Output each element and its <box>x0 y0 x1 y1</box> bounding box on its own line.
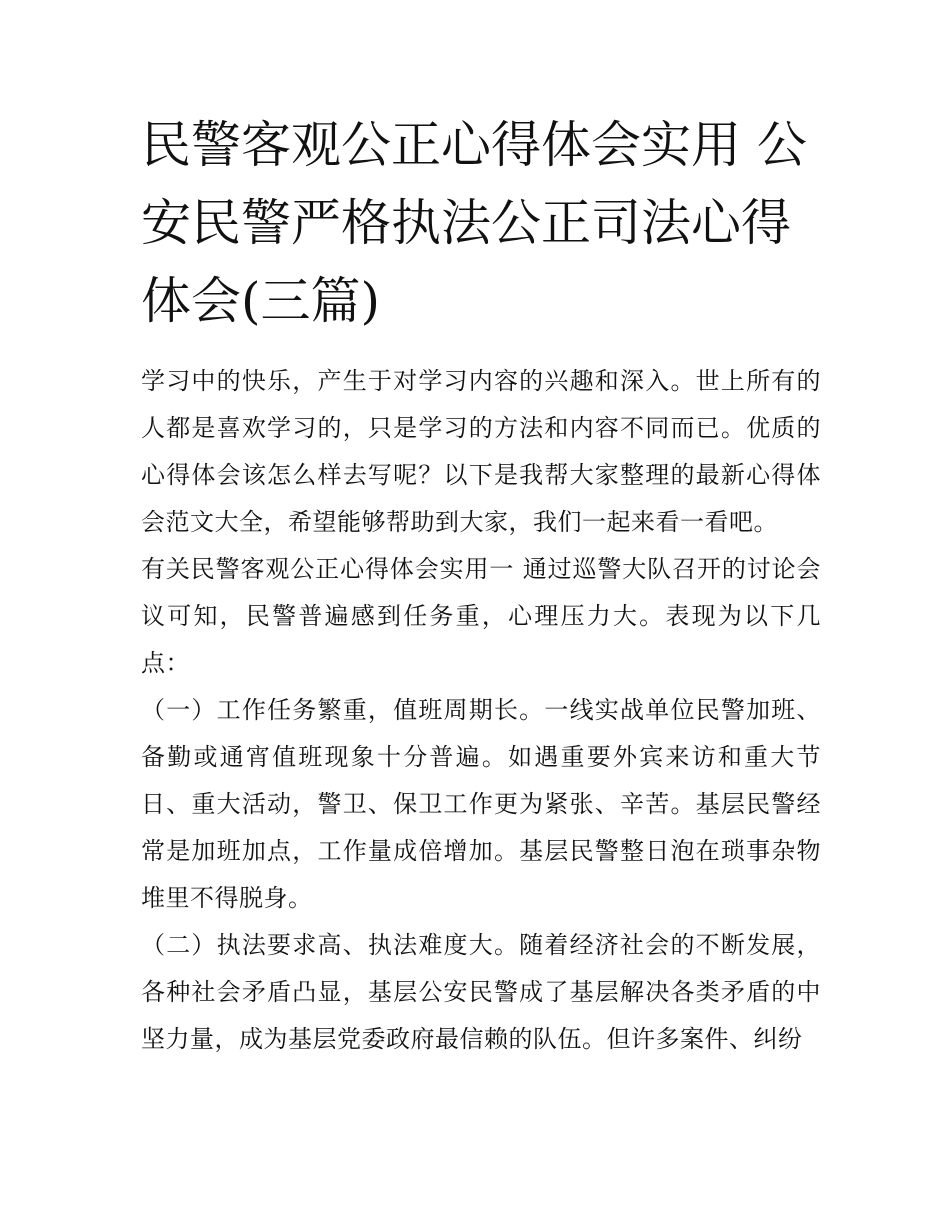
paragraph-section-one: 有关民警客观公正心得体会实用一 通过巡警大队召开的讨论会议可知，民警普遍感到任务重，心理压力大。表现为以下几点： <box>141 555 821 677</box>
document-body <box>141 358 821 1063</box>
paragraph-point-two: （二）执法要求高、执法难度大。随着经济社会的不断发展，各种社会矛盾凸显，基层公安民警成了基层解决各类矛盾的中坚力量，成为基层党委政府最信赖的队伍。但许多案件、纠纷 <box>141 931 821 1053</box>
paragraph-intro: 学习中的快乐，产生于对学习内容的兴趣和深入。世上所有的人都是喜欢学习的，只是学习的方法和内容不同而已。优质的心得体会该怎么样去写呢？以下是我帮大家整理的最新心得体会范文大全，希望能够帮助到大家，我们一起来看一看吧。 <box>141 367 821 536</box>
paragraph-point-one: （一）工作任务繁重，值班周期长。一线实战单位民警加班、备勤或通宵值班现象十分普遍。如遇重要外宾来访和重大节日、重大活动，警卫、保卫工作更为紧张、辛苦。基层民警经常是加班加点，工作量成倍增加。基层民警整日泡在琐事杂物堆里不得脱身。 <box>141 696 821 912</box>
document-title: 民警客观公正心得体会实用 公安民警严格执法公正司法心得体会(三篇) <box>141 116 807 330</box>
